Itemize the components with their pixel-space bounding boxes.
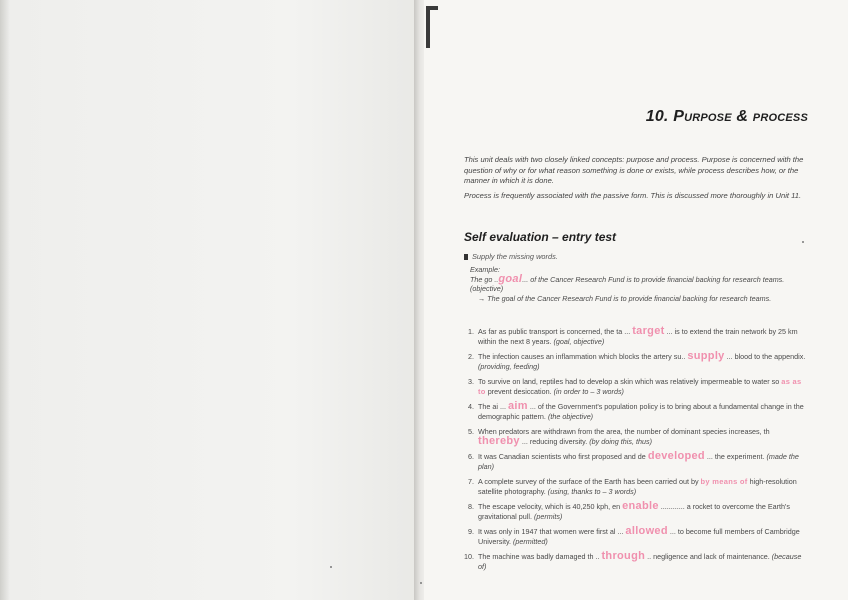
example-result: → The goal of the Cancer Research Fund is to provide financial backing for research teams. bbox=[478, 293, 772, 303]
unit-intro bbox=[464, 155, 808, 205]
exercise-item bbox=[460, 477, 810, 497]
exercise-item bbox=[460, 399, 810, 422]
item-text-after: prevent desiccation. bbox=[487, 386, 552, 396]
scan-speck bbox=[802, 241, 804, 243]
left-page bbox=[0, 0, 418, 600]
square-bullet-icon bbox=[464, 254, 468, 260]
item-number: 1. bbox=[468, 327, 474, 336]
item-number: 8. bbox=[468, 501, 474, 511]
example-suffix: ... of the Cancer Research Fund is to provide financial backing for research teams. (objective) bbox=[470, 274, 785, 294]
handwritten-answer: goal bbox=[498, 272, 523, 285]
handwritten-answer: target bbox=[632, 325, 665, 337]
exercise-item bbox=[460, 377, 810, 397]
item-text-after: ............ a rocket to overcome the Earth's gravitational pull. bbox=[478, 501, 790, 521]
item-hint: (the objective) bbox=[547, 411, 594, 421]
item-number: 9. bbox=[468, 526, 474, 536]
handwritten-answer: developed bbox=[647, 449, 705, 462]
chapter-title: 10. Purpose & process bbox=[645, 108, 808, 125]
item-number: 4. bbox=[468, 401, 474, 411]
item-text-before: The machine was badly damaged th .. bbox=[478, 551, 600, 561]
exercise-item bbox=[460, 524, 810, 547]
handwritten-answer: allowed bbox=[625, 524, 668, 537]
handwritten-answer: by means of bbox=[700, 476, 748, 486]
exercise-item bbox=[460, 499, 810, 522]
item-number: 5. bbox=[468, 426, 474, 436]
item-hint: (by doing this, thus) bbox=[589, 436, 652, 446]
item-text-before: As far as public transport is concerned, the ta ... bbox=[478, 327, 631, 336]
exercise-item bbox=[460, 327, 810, 347]
example-block bbox=[470, 265, 808, 303]
instruction-text: Supply the missing words. bbox=[472, 252, 558, 261]
example-sentence: The go ..goal... of the Cancer Research Fund is to provide financial backing for research teams. (objective) bbox=[470, 272, 785, 294]
exercise-items bbox=[460, 327, 810, 577]
left-page-edge bbox=[0, 0, 10, 600]
handwritten-answer: supply bbox=[687, 349, 725, 362]
item-hint: (because of) bbox=[478, 551, 802, 571]
item-text-after: ... blood to the appendix. bbox=[726, 351, 806, 361]
section-title: Self evaluation – entry test bbox=[464, 230, 617, 244]
intro-paragraph: This unit deals with two closely linked concepts: purpose and process. Purpose is concerned with the question of why or for what reason something is done or exists, while process describes how, or the manner in which it is done. bbox=[464, 155, 804, 186]
item-text-after: ... reducing diversity. bbox=[521, 436, 588, 446]
item-number: 3. bbox=[468, 376, 474, 386]
item-hint: (using, thanks to – 3 words) bbox=[547, 486, 637, 496]
exercise-item bbox=[460, 549, 810, 572]
item-text-after: high-resolution satellite photography. bbox=[478, 476, 797, 496]
handwritten-answer: aim bbox=[507, 399, 528, 412]
item-text-before: To survive on land, reptiles had to develop a skin which was relatively impermeable to water so bbox=[478, 376, 780, 386]
exercise-item bbox=[460, 349, 810, 372]
example-label: Example: bbox=[470, 265, 500, 274]
exercise-item bbox=[460, 427, 810, 447]
item-text-after: ... the experiment. bbox=[706, 451, 765, 461]
item-hint: (providing, feeding) bbox=[478, 361, 540, 371]
item-hint: (made the plan) bbox=[478, 451, 799, 471]
item-hint: (permits) bbox=[533, 511, 563, 521]
exercise-item bbox=[460, 449, 810, 472]
item-text-before: The infection causes an inflammation which blocks the artery su.. bbox=[478, 351, 686, 361]
item-text-before: When predators are withdrawn from the area, the number of dominant species increases, th bbox=[478, 426, 770, 436]
item-hint: (goal, objective) bbox=[553, 336, 605, 346]
scan-speck bbox=[420, 582, 422, 584]
item-number: 2. bbox=[468, 351, 474, 361]
item-text-after: ... is to extend the train network by 25 km within the next 8 years. bbox=[478, 327, 798, 346]
item-number: 10. bbox=[464, 551, 474, 561]
item-hint: (permitted) bbox=[513, 536, 548, 546]
item-text-before: It was only in 1947 that women were first al ... bbox=[478, 526, 624, 536]
item-number: 7. bbox=[468, 476, 474, 486]
item-number: 6. bbox=[468, 451, 474, 461]
item-text-before: A complete survey of the surface of the Earth has been carried out by bbox=[478, 476, 699, 486]
handwritten-answer: through bbox=[601, 549, 646, 562]
handwritten-answer: thereby bbox=[478, 434, 520, 447]
item-text-before: The ai ... bbox=[478, 401, 506, 411]
item-text-after: ... of the Government's population policy is to bring about a fundamental change in the demographic pattern. bbox=[478, 401, 804, 421]
item-hint: (in order to – 3 words) bbox=[553, 386, 624, 396]
handwritten-answer: enable bbox=[622, 499, 659, 512]
item-text-after: ... to become full members of Cambridge University. bbox=[478, 526, 800, 546]
intro-paragraph: Process is frequently associated with the passive form. This is discussed more thoroughly in Unit 11. bbox=[464, 190, 802, 200]
page-clip-mark bbox=[426, 6, 430, 48]
item-text-before: It was Canadian scientists who first proposed and de bbox=[478, 451, 646, 461]
example-prefix: The go bbox=[470, 274, 493, 284]
scan-speck bbox=[330, 566, 332, 568]
handwritten-answer: as as to bbox=[478, 376, 802, 396]
exercise-instruction bbox=[464, 252, 558, 261]
item-text-before: The escape velocity, which is 40,250 kph, en bbox=[478, 501, 621, 511]
item-text-after: .. negligence and lack of maintenance. bbox=[647, 551, 770, 561]
